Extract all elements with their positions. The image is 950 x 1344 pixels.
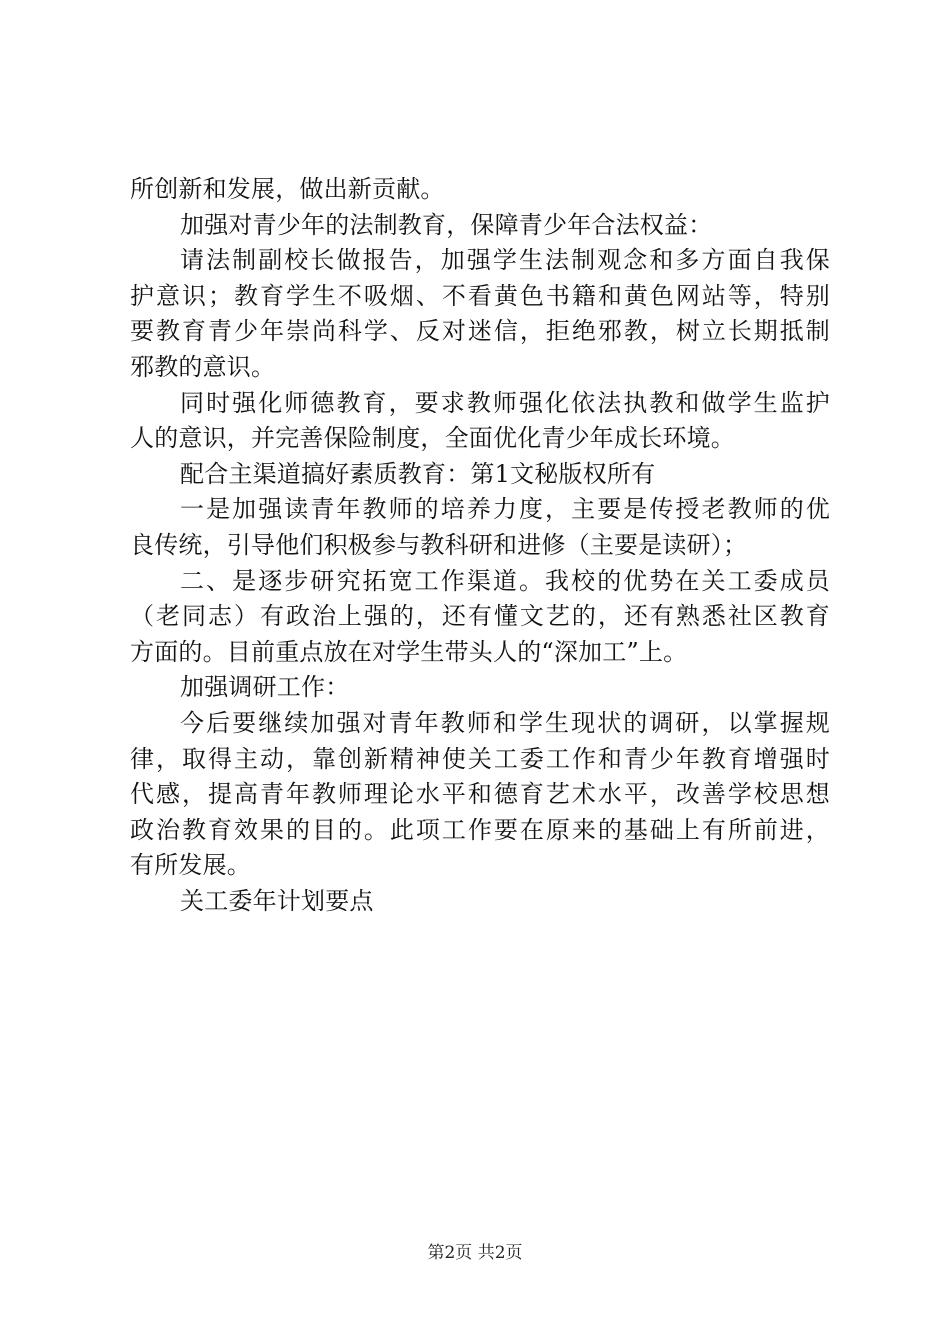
text-line: 同时强化师德教育，要求教师强化依法执教和做学生监护	[180, 388, 830, 417]
document-body	[130, 172, 830, 919]
text-line: 方面的。目前重点放在对学生带头人的“深加工”上。	[130, 637, 688, 666]
text-line: 配合主渠道搞好素质教育：第1文秘版权所有	[180, 459, 656, 488]
text-line: 律，取得主动，靠创新精神使关工委工作和青少年教育增强时	[130, 744, 830, 773]
text-line: 有所发展。	[130, 851, 251, 880]
text-line: 人的意识，并完善保险制度，全面优化青少年成长环境。	[130, 424, 735, 453]
text-line: 护意识；教育学生不吸烟、不看黄色书籍和黄色网站等，特别	[130, 281, 830, 310]
text-line: 一是加强读青年教师的培养力度，主要是传授老教师的优	[180, 495, 830, 524]
text-line: （老同志）有政治上强的，还有懂文艺的，还有熟悉社区教育	[130, 602, 830, 631]
text-line: 关工委年计划要点	[180, 886, 374, 915]
text-line: 所创新和发展，做出新贡献。	[130, 175, 445, 203]
text-line: 要教育青少年崇尚科学、反对迷信，拒绝邪教，树立长期抵制	[130, 317, 830, 346]
page-footer: 第2页 共2页	[427, 1243, 523, 1263]
text-line: 二、是逐步研究拓宽工作渠道。我校的优势在关工委成员	[180, 566, 830, 595]
text-line: 加强对青少年的法制教育，保障青少年合法权益：	[180, 210, 713, 239]
text-line: 今后要继续加强对青年教师和学生现状的调研，以掌握规	[180, 708, 830, 737]
text-line: 请法制副校长做报告，加强学生法制观念和多方面自我保	[180, 246, 830, 275]
text-line: 邪教的意识。	[130, 352, 276, 381]
text-line: 代感，提高青年教师理论水平和德育艺术水平，改善学校思想	[130, 780, 830, 809]
text-line: 良传统，引导他们积极参与教科研和进修（主要是读研）；	[130, 530, 748, 559]
text-line: 政治教育效果的目的。此项工作要在原来的基础上有所前进，	[130, 815, 830, 844]
text-line: 加强调研工作：	[180, 673, 350, 702]
